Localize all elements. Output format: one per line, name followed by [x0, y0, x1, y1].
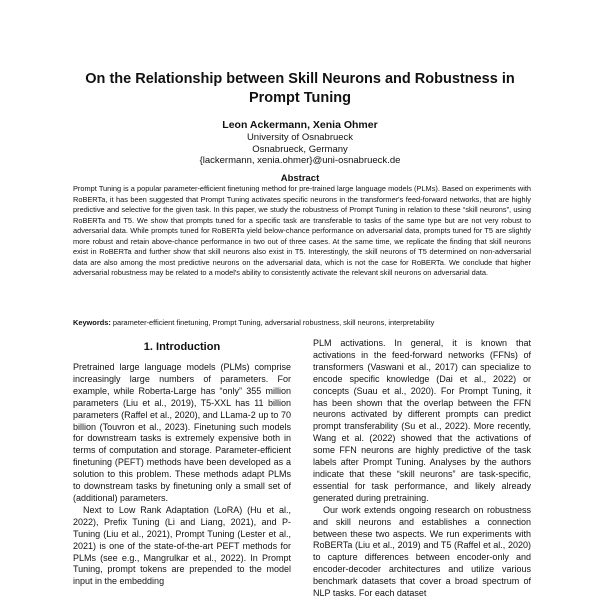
paragraph: Next to Low Rank Adaptation (LoRA) (Hu et al., 2022), Prefix Tuning (Li and Liang, 2021), and P-Tuning (Liu et al., 2021), Prompt Tuning (Lester et al., 2021) is one of the state-of-the-art PEFT methods for PLMs (see e.g., Mangrulkar et al., 2022). In Prompt Tuning, prompt tokens are prepended to the model input in the embedding [73, 504, 291, 587]
paragraph: Our work extends ongoing research on robustness and skill neurons and establishes a connection between these two aspects. We run experiments with RoBERTa (Liu et al., 2019) and T5 (Raffel et al., 2020) to capture differences between encoder-only and encoder-decoder architectures and utilize various benchmark datasets that cover a broad spectrum of NLP tasks. For each dataset [313, 504, 531, 599]
paper-title: On the Relationship between Skill Neurons and Robustness in Prompt Tuning [85, 71, 515, 106]
section-heading: 1. Introduction [143, 341, 221, 353]
author-names: Leon Ackermann, Xenia Ohmer [222, 119, 378, 131]
abstract-heading: Abstract [280, 173, 320, 184]
right-column [313, 338, 531, 600]
paragraph: Pretrained large language models (PLMs) comprise increasingly large numbers of parameters. For example, while Roberta-Large has “only” 355 million parameters (Liu et al., 2019), T5-XXL has 11 billion parameters (Raffel et al., 2020), and LLama-2 up to 70 billion (Touvron et al., 2023). Finetuning such models for downstream tasks is extremely expensive both in terms of computation and storage. Parameter-efficient finetuning (PEFT) methods have been developed as a solution to this problem. These methods adapt PLMs to downstream tasks by finetuning only a small set of (additional) parameters. [73, 362, 291, 503]
keywords-label: Keywords: [73, 318, 111, 327]
location: Osnabrueck, Germany [252, 143, 348, 155]
paragraph: PLM activations. In general, it is known that activations in the feed-forward networks (FFNs) of transformers (Vaswani et al., 2017) can specialize to encode specific knowledge (Dai et al., 2022) or concepts (Suau et al., 2020). For Prompt Tuning, it has been shown that the overlap between the FFN neurons activated by different prompts can predict prompt transferability (Su et al., 2022). More recently, Wang et al. (2022) showed that the activations of some FFN neurons are highly predictive of the task labels after Prompt Tuning. Analyses by the authors indicate that these “skill neurons” are task-specific, essential for task performance, and likely already generated during pretraining. [313, 338, 531, 503]
affiliation: University of Osnabrueck [246, 132, 354, 143]
abstract-text: Prompt Tuning is a popular parameter-efficient finetuning method for pre-trained large language models (PLMs). Based on experiments with RoBERTa, it has been suggested that Prompt Tuning activates specific neurons in the transformer's feed-forward networks, that are highly predictive and selective for the given task. In this paper, we study the robustness of Prompt Tuning in relation to these “skill neurons”, using RoBERTa and T5. We show that prompts tuned for a specific task are transferable to tasks of the same type but are not very robust to adversarial data. While prompts tuned for RoBERTa yield below-chance performance on adversarial data, prompts tuned for T5 are slightly more robust and retain above-chance performance in two out of three cases. At the same time, we replicate the finding that skill neurons exist in RoBERTa and further show that skill neurons also exist in T5. Interestingly, the skill neurons of T5 determined on non-adversarial data are also among the most predictive neurons on the adversarial data, which is not the case for RoBERTa. We conclude that higher adversarial robustness may be related to a model's ability to consistently activate the relevant skill neurons on adversarial data. [73, 184, 531, 277]
keywords-text: parameter-efficient finetuning, Prompt Tuning, adversarial robustness, skill neurons, interpretability [112, 318, 435, 327]
author-emails: {lackermann, xenia.ohmer}@uni-osnabrueck.de [199, 155, 401, 167]
left-column [73, 362, 291, 588]
keywords [73, 318, 531, 329]
author-block [100, 119, 500, 167]
